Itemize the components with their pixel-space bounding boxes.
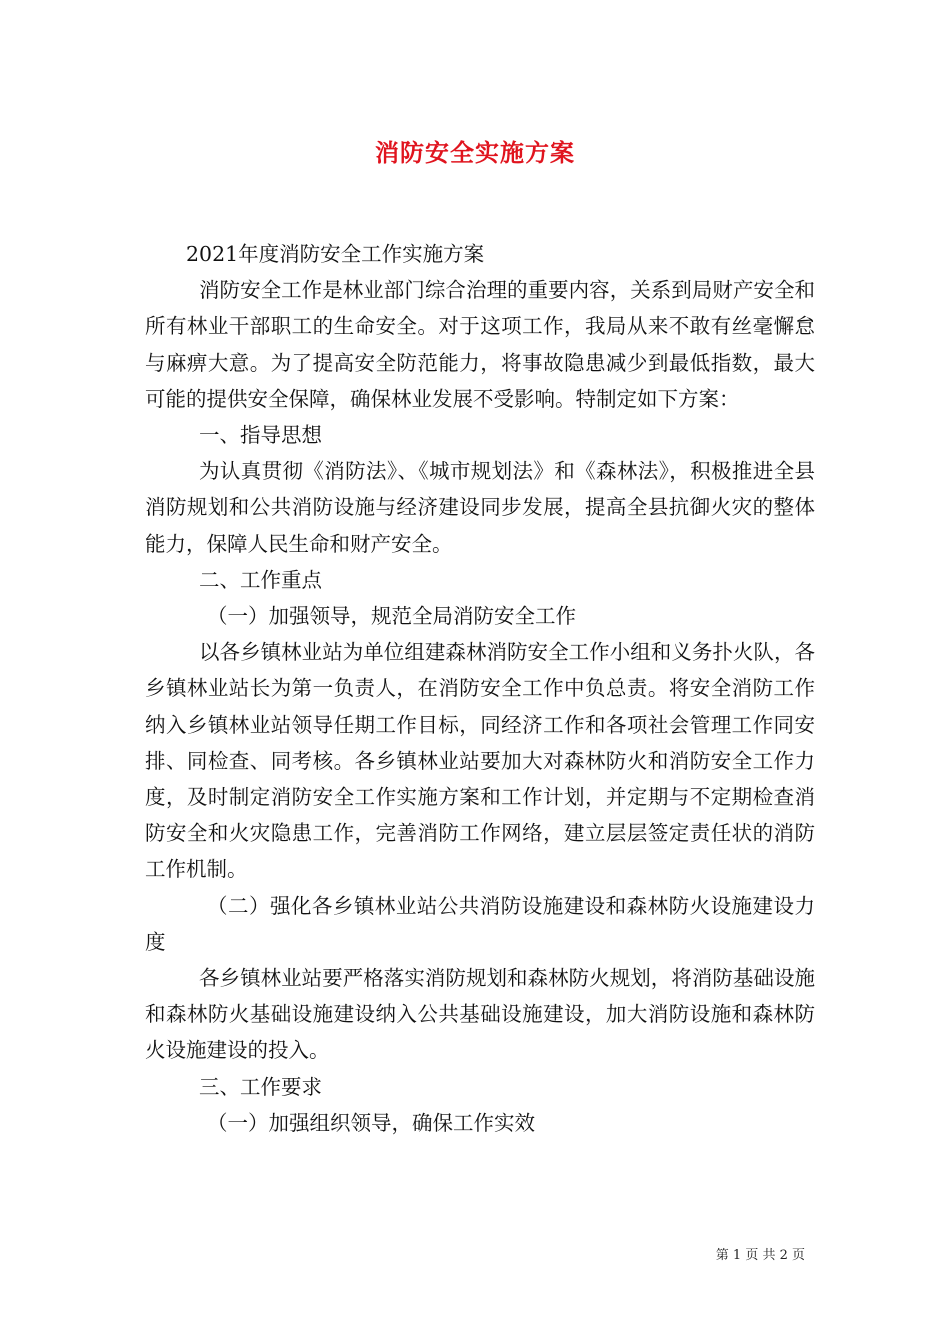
subsection-heading-3-1: （一）加强组织领导，确保工作实效 xyxy=(207,1110,535,1135)
paragraph-leadership: 以各乡镇林业站为单位组建森林消防安全工作小组和义务扑火队，各乡镇林业站长为第一负责人，在消防安全工作中负总责。将安全消防工作纳入乡镇林业站领导任期工作目标，同经济工作和各项社会管理工作同安排、同检查、同考核。各乡镇林业站要加大对森林防火和消防安全工作力度，及时制定消防安全工作实施方案和工作计划，并定期与不定期检查消防安全和火灾隐患工作，完善消防工作网络，建立层层签定责任状的消防工作机制。 xyxy=(145,640,815,882)
section-heading-3: 三、工作要求 xyxy=(199,1074,322,1099)
document-title: 消防安全实施方案 xyxy=(375,138,575,167)
paragraph-guiding-thought: 为认真贯彻《消防法》、《城市规划法》和《森林法》，积极推进全县消防规划和公共消防设施与经济建设同步发展，提高全县抗御火灾的整体能力，保障人民生命和财产安全。 xyxy=(145,459,815,556)
paragraph-facilities: 各乡镇林业站要严格落实消防规划和森林防火规划，将消防基础设施和森林防火基础设施建设纳入公共基础设施建设，加大消防设施和森林防火设施建设的投入。 xyxy=(145,966,815,1063)
section-heading-1: 一、指导思想 xyxy=(199,423,322,448)
paragraph-subtitle: 2021年度消防安全工作实施方案 xyxy=(186,242,485,266)
document-body xyxy=(145,236,815,1141)
subsection-heading-2-2: （二）强化各乡镇林业站公共消防设施建设和森林防火设施建设力度 xyxy=(145,893,815,954)
paragraph-intro: 消防安全工作是林业部门综合治理的重要内容，关系到局财产安全和所有林业干部职工的生命安全。对于这项工作，我局从来不敢有丝毫懈怠与麻痹大意。为了提高安全防范能力，将事故隐患减少到最低指数，最大可能的提供安全保障，确保林业发展不受影响。特制定如下方案： xyxy=(145,278,815,411)
subsection-heading-2-1: （一）加强领导，规范全局消防安全工作 xyxy=(207,604,576,629)
page-number-footer: 第 1 页 共 2 页 xyxy=(715,1248,805,1263)
section-heading-2: 二、工作重点 xyxy=(199,567,322,592)
